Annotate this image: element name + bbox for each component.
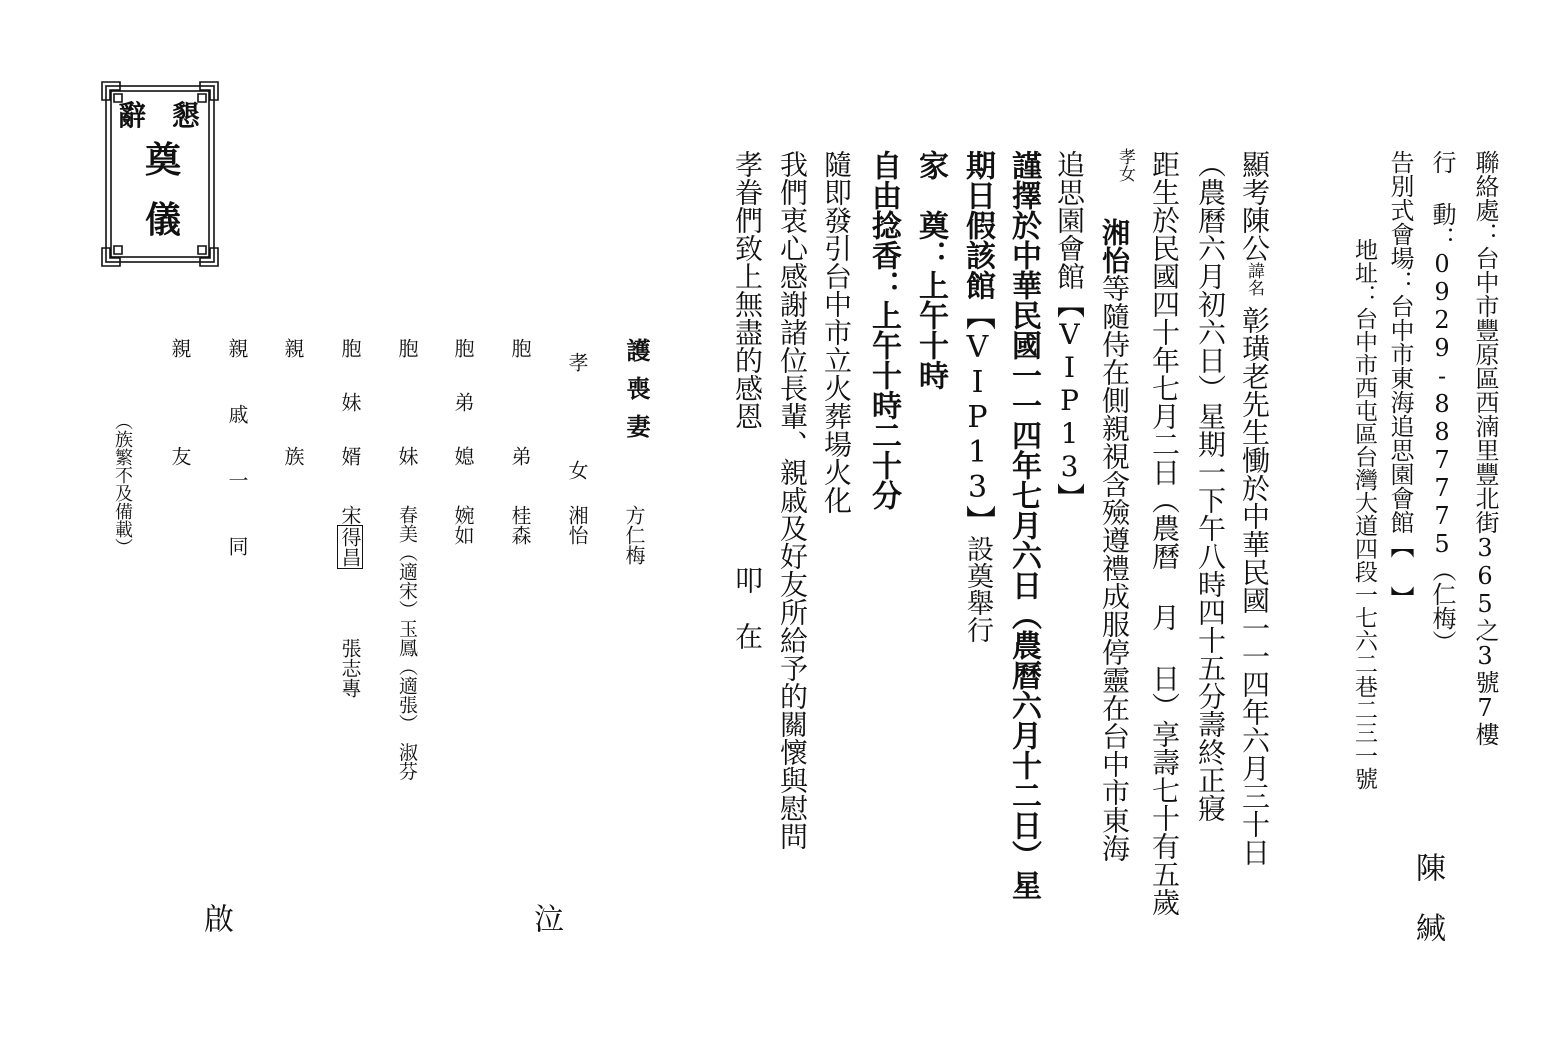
contact-line-3: 告別式會場：台中市東海追思園會館【 】 [1386,150,1414,610]
notice-hall: 【VIP13】 [960,300,995,535]
notice-vigil: 等隨侍在側親視含殮遵禮成服停靈在台中市東海 [1098,274,1131,862]
notice-deceased: 顯考陳公 [1238,150,1271,262]
family-row-9: 親 友 [168,338,192,500]
notice-death: 彰璜老先生慟於中華民國一一四年六月三十日 [1238,306,1271,866]
notice-line-1 [1238,150,1271,866]
family-row-8: 親 戚 一 同 [225,338,249,569]
notice-line-7 [960,150,995,643]
family-role-6: 胞妹婿 [338,338,362,500]
frame-char-3: 儀 [145,199,182,241]
family-role-2: 孝 女 [565,352,589,514]
signature: 陳 緘 [1410,852,1445,942]
notice-ceremony: 設奠舉行 [962,535,993,643]
kowtow-text: 叩 在 [731,566,764,650]
contact-line-2: 行 動：0929-887775（仁梅） [1428,150,1456,654]
contact-line-4: 地址：台中市西屯區台灣大道四段一七六二巷二三一號 [1351,238,1377,790]
family-role-5: 胞 妹 [395,338,419,500]
family-role-4: 胞弟媳 [451,338,475,500]
in-law-name-boxed: 得昌 [338,527,362,567]
notice-line-6: 謹擇於中華民國一一四年七月六日（農曆六月十二日）星 [1006,150,1041,900]
notice-line-4: 追思園會館【VIP13】 [1053,150,1086,511]
incense-time: 自由捻香：上午十時二十分 [866,150,901,510]
cremation-line: 隨即發引台中市立火葬場火化 [820,150,853,514]
weep-mark: 泣 [528,903,563,933]
family-rite-time: 家 奠：上午十時 [913,150,948,390]
daughter-name: 湘怡 [1098,218,1131,274]
gratitude-line: 孝眷們致上無盡的感恩 [731,150,764,430]
family-names-2: 湘怡 [565,505,589,545]
frame-char-1a: 辭 [118,99,147,132]
frame-char-1b: 懇 [172,99,201,132]
thanks-line: 我們衷心感謝諸位長輩、親戚及好友所給予的關懷與慰問 [776,150,809,850]
notice-taboo-name: 諱名 [1244,262,1264,296]
family-row-7: 親 族 [281,338,305,500]
family-names-3: 桂森 [508,505,532,545]
notice-line-3: 距生於民國四十年七月二日（農曆 月 日）享壽七十有五歲 [1148,150,1181,916]
family-note: （族繁不及備載） [112,412,133,556]
notice-line-4-label: 孝女 [1115,148,1135,182]
notice-venue: 期日假該館 [960,150,995,300]
condolence-frame [100,80,220,268]
family-names-5: 春美（適宋）玉鳳（適張） 淑芬 [396,505,418,781]
family-names-6b: 張志專 [338,638,362,698]
notice-line-5 [1098,218,1131,862]
family-names-1: 方仁梅 [622,505,646,565]
contact-line-1: 聯絡處：台中市豐原區西湳里豐北街365之3號7樓 [1471,150,1499,746]
in-law-surname-1: 宋 [338,505,362,525]
frame-char-2: 奠 [145,139,182,181]
announce-mark: 啟 [198,903,233,933]
notice-line-2: （農曆六月初六日）星期一下午八時四十五分壽終正寢 [1194,150,1227,822]
family-role-3: 胞 弟 [508,338,532,500]
family-names-4: 婉如 [451,505,475,545]
family-names-6 [340,505,360,569]
family-role-1: 護喪妻 [622,338,651,452]
